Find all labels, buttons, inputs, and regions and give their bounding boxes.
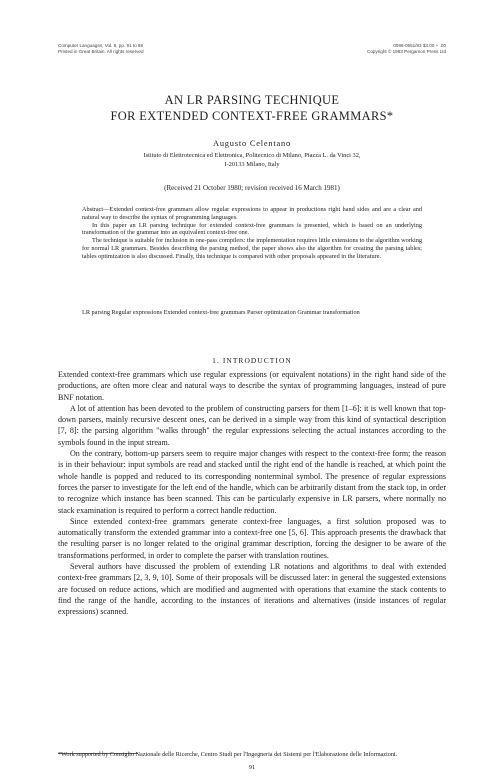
body-paragraph-4: Since extended context-free grammars generate context-free languages, a first solution proposed was to automatically transform the extended grammar into a context-free one [5, 6]. This approach presents the drawback that the resulting parser is no longer related to the original grammar description, forcing the designer to be aware of the transformations performed, in order to complete the parser with translation routines.: [58, 516, 446, 560]
body-text: [58, 369, 446, 618]
section-heading-introduction: 1. INTRODUCTION: [212, 356, 292, 365]
keywords: LR parsing Regular expressions Extended context-free grammars Parser optimization Grammar transformation: [82, 309, 360, 316]
title-line-1: AN LR PARSING TECHNIQUE: [164, 93, 340, 107]
footnote: *Work supported by Consiglio Nazionale delle Ricerche, Centro Studi per l'Ingegneria dei Sistemi per l'Elaborazione delle Informazioni.: [58, 751, 398, 758]
paper-title: [40, 92, 464, 124]
author-affiliation: [60, 151, 444, 169]
received-dates: (Received 21 October 1980; revision received 16 March 1981): [164, 184, 340, 192]
abstract-paragraph-1: Abstract—Extended context-free grammars allow regular expressions to appear in productions right hand sides and are a clear and natural way to describe the syntax of programming languages.: [82, 206, 422, 221]
affiliation-line-1: Istituto di Elettrotecnica ed Elettronica, Politecnico di Milano, Piazza L. da Vinci 32,: [143, 152, 361, 159]
abstract-paragraph-2: In this paper an LR parsing technique for extended context-free grammars is presented, which is based on an underlying transformation of the grammar into an equivalent context-free one.: [82, 221, 422, 237]
print-notice: Printed in Great Britain. All rights reserved: [58, 49, 144, 54]
author-name: Augusto Celentano: [212, 139, 292, 148]
title-line-2: FOR EXTENDED CONTEXT-FREE GRAMMARS*: [110, 109, 394, 123]
running-head-right: [296, 43, 446, 55]
body-paragraph-1: Extended context-free grammars which use regular expressions (or equivalent notations) in the right hand side of the productions, are often more clear and natural ways to describe the syntax of programming languages, instead of pure BNF notation.: [58, 370, 446, 402]
running-head-left: [58, 43, 208, 55]
issn-price: 0096-0551/83 $3.00 + .00: [393, 43, 446, 48]
affiliation-line-2: I-20133 Milano, Italy: [224, 161, 280, 168]
body-paragraph-5: Several authors have discussed the problem of extending LR notations and algorithms to deal with extended context-free grammars [2, 3, 9, 10]. Some of their proposals will be discussed later: in general the suggested extensions are focused on reduce actions, which are modified and augmented with operations that examine the stack contents to find the range of the handle, according to the instances of iterations and alternatives (inside instances of regular expressions) scanned.: [58, 562, 446, 617]
journal-citation: Computer Languages, Vol. 8, pp. 91 to 98: [58, 43, 144, 48]
body-paragraph-2: A lot of attention has been devoted to the problem of constructing parsers for them [1–6]: it is well known that top-down parsers, mainly recursive descent ones, can be derived in a simple way from this kind of syntactical description [7, 8]: the parsing algorithm "walks through" the regular expressions selecting the actual instances according to the symbols found in the input stream.: [58, 403, 446, 447]
copyright-notice: Copyright © 1983 Pergamon Press Ltd: [367, 49, 446, 54]
abstract-paragraph-3: The technique is suitable for inclusion in one-pass compilers: the implementation requires little extensions to the algorithm working for normal LR grammars. Besides describing the parsing method, the paper shows also the algorithm for creating the parsing tables; tables optimization is also discussed. Finally, this technique is compared with other proposals appeared in the literature.: [82, 237, 422, 260]
abstract: [82, 206, 422, 261]
body-paragraph-3: On the contrary, bottom-up parsers seem to require major changes with respect to the context-free form; the reason is in their behaviour: input symbols are read and stacked until the right end of the handle is reached, at which point the whole handle is popped and reduced to its corresponding nonterminal symbol. The presence of regular expressions forces the parser to investigate for the left end of the handle, which can be arbitrarily distant from the stack top, in order to recognize which instance has been scanned. This can be particularly expensive in LR parsers, where normally no stack examination is required to perform a correct handle reduction.: [58, 449, 446, 515]
page-number: 91: [248, 764, 256, 771]
